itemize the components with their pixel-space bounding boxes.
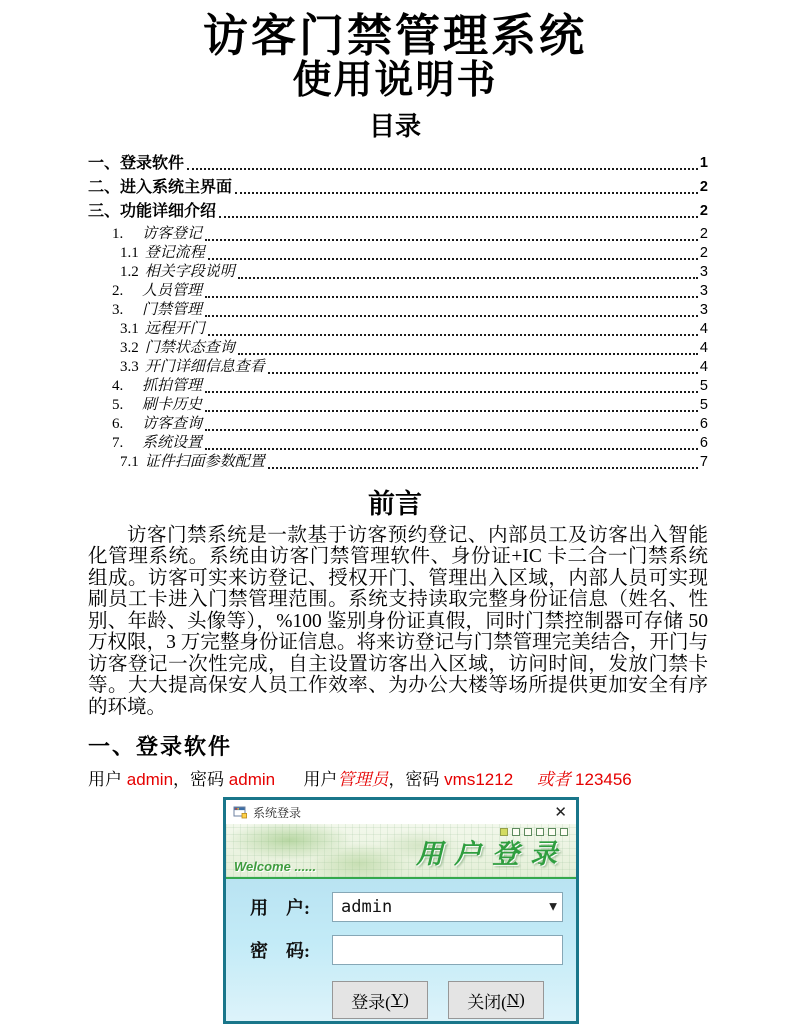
section-heading-login: 一、登录软件 <box>88 734 233 760</box>
toc-item <box>88 202 708 221</box>
toc-item <box>88 225 708 244</box>
preface-paragraph: 访客门禁系统是一款基于访客预约登记、内部员工及访客出入智能化管理系统。系统由访客门禁管理软件、身份证+IC 卡二合一门禁系统组成。访客可实来访登记、授权开门、管理出入区域，内部人员可实现刷员工卡进入门禁管理范围。系统支持读取完整身份证信息（姓名、性别、年龄、头像等），%100 鉴别身份证真假，同时门禁控制器可存储 50 万权限，3 万完整身份证信息。将来访登记与门禁管理完美结合，开门与访客登记一次性完成，自主设置访客出入区域，访问时间，发放门禁卡等。大大提高保安人员工作效率、为办公大楼等场所提供更加安全有序的环境。 <box>88 524 708 718</box>
dialog-title: 系统登录 <box>253 805 302 820</box>
welcome-text: Welcome ...... <box>234 859 317 875</box>
user-field-row <box>250 892 563 922</box>
toc-item-label: 相关字段说明 <box>144 263 235 280</box>
toc-dotted-leader <box>268 467 698 469</box>
toc-page-number: 2 <box>699 202 708 219</box>
toc-item-label: 人员管理 <box>142 282 203 299</box>
toc-item <box>88 301 708 320</box>
toc-dotted-leader <box>205 239 698 241</box>
toc-dotted-leader <box>235 192 698 194</box>
toc-item <box>88 263 708 282</box>
document-page <box>0 11 790 1012</box>
toc-item-number: 7. <box>112 434 124 451</box>
credentials-segment: 用户 <box>88 770 127 790</box>
toc-item-number: 3.1 <box>120 320 139 337</box>
credentials-segment: vms1212 <box>444 770 514 790</box>
toc-item-label: 刷卡历史 <box>142 396 203 413</box>
banner-square <box>536 828 544 836</box>
credentials-segment: ，密码 <box>388 770 445 790</box>
toc-item <box>88 178 708 197</box>
toc-item <box>88 377 708 396</box>
credentials-segment: 或者 <box>536 770 576 790</box>
toc-dotted-leader <box>205 448 698 450</box>
toc-dotted-leader <box>208 258 698 260</box>
toc-item-number: 1.2 <box>120 263 139 280</box>
toc-item-label: 登记流程 <box>144 244 205 261</box>
toc-item-number: 6. <box>112 415 124 432</box>
toc-page-number: 3 <box>699 282 708 299</box>
document-title: 访客门禁管理系统 <box>202 11 587 61</box>
toc-dotted-leader <box>205 391 698 393</box>
toc-dotted-leader <box>205 296 698 298</box>
banner-squares-decoration <box>500 828 568 836</box>
credentials-segment: ，密码 <box>173 770 229 790</box>
dropdown-arrow-icon[interactable]: ▼ <box>549 901 557 913</box>
toc-item <box>88 320 708 339</box>
toc-item-label: 访客登记 <box>142 225 203 242</box>
toc-dotted-leader <box>187 168 698 170</box>
toc-dotted-leader <box>205 429 698 431</box>
toc-item <box>88 453 708 472</box>
toc-dotted-leader <box>268 372 698 374</box>
toc-page-number: 1 <box>699 154 708 171</box>
dialog-button-row <box>332 981 563 1019</box>
toc-page-number: 4 <box>699 358 708 375</box>
toc-page-number: 6 <box>699 434 708 451</box>
toc-item-number: 3. <box>112 301 124 318</box>
toc-item-label: 二、进入系统主界面 <box>88 178 233 196</box>
toc-item <box>88 339 708 358</box>
toc-page-number: 6 <box>699 415 708 432</box>
credentials-segment: 管理员 <box>337 770 389 790</box>
credentials-segment: 123456 <box>575 770 632 790</box>
toc-page-number: 2 <box>699 178 708 195</box>
toc-dotted-leader <box>238 277 698 279</box>
password-input[interactable] <box>332 935 563 965</box>
banner-square <box>500 828 508 836</box>
toc-item-number: 1.1 <box>120 244 139 261</box>
toc-page-number: 4 <box>699 339 708 356</box>
toc-item-number: 4. <box>112 377 124 394</box>
toc-item <box>88 244 708 263</box>
toc-item-number: 3.3 <box>120 358 139 375</box>
preface-heading: 前言 <box>368 488 422 519</box>
login-button[interactable]: 登录( Y ) <box>332 981 428 1019</box>
toc-item-label: 门禁状态查询 <box>144 339 235 356</box>
toc-page-number: 5 <box>699 396 708 413</box>
toc-page-number: 3 <box>699 301 708 318</box>
toc-item-label: 开门详细信息查看 <box>144 358 265 375</box>
toc-item-number: 3.2 <box>120 339 139 356</box>
banner-square <box>548 828 556 836</box>
user-combobox-value: admin <box>341 897 393 918</box>
toc-item-label: 访客查询 <box>142 415 203 432</box>
toc-page-number: 3 <box>699 263 708 280</box>
toc-item-number: 7.1 <box>120 453 139 470</box>
credentials-segment: admin <box>228 770 276 790</box>
close-icon[interactable]: ✕ <box>554 803 567 821</box>
toc-page-number: 2 <box>699 244 708 261</box>
toc-item-label: 门禁管理 <box>142 301 203 318</box>
toc-dotted-leader <box>205 315 698 317</box>
toc-item <box>88 415 708 434</box>
credentials-segment: 用户 <box>275 770 338 790</box>
credentials-segment <box>513 770 537 789</box>
password-field-row <box>250 935 563 965</box>
toc-item-label: 系统设置 <box>142 434 203 451</box>
toc-item-label: 三、功能详细介绍 <box>88 202 217 220</box>
toc-item-number: 2. <box>112 282 124 299</box>
password-label: 密 码: <box>250 941 310 962</box>
toc-item-label: 一、登录软件 <box>88 154 185 172</box>
login-dialog <box>223 797 579 1024</box>
toc-dotted-leader <box>205 410 698 412</box>
toc-list <box>0 143 790 472</box>
toc-item-number: 1. <box>112 225 124 242</box>
toc-dotted-leader <box>208 334 698 336</box>
toc-item-number: 5. <box>112 396 124 413</box>
toc-item <box>88 154 708 173</box>
credentials-line <box>88 765 790 790</box>
document-subtitle: 使用说明书 <box>292 58 498 102</box>
toc-page-number: 4 <box>699 320 708 337</box>
toc-item-label: 证件扫面参数配置 <box>144 453 265 470</box>
close-button[interactable]: 关闭( N ) <box>448 981 544 1019</box>
toc-item <box>88 282 708 301</box>
toc-page-number: 7 <box>699 453 708 470</box>
window-icon <box>233 805 248 820</box>
dialog-titlebar <box>226 800 576 824</box>
toc-page-number: 5 <box>699 377 708 394</box>
user-label: 用 户: <box>250 898 310 919</box>
dialog-body <box>226 879 576 1021</box>
toc-item <box>88 396 708 415</box>
credentials-segment: admin <box>126 770 174 790</box>
toc-item-label: 远程开门 <box>144 320 205 337</box>
banner-square <box>524 828 532 836</box>
banner-title: 用户登录 <box>416 839 568 870</box>
toc-item <box>88 358 708 377</box>
toc-item <box>88 434 708 453</box>
toc-dotted-leader <box>238 353 698 355</box>
toc-dotted-leader <box>219 216 698 218</box>
toc-heading: 目录 <box>368 111 421 141</box>
toc-item-label: 抓拍管理 <box>142 377 203 394</box>
banner-square <box>512 828 520 836</box>
banner-square <box>560 828 568 836</box>
toc-page-number: 2 <box>699 225 708 242</box>
user-combobox[interactable] <box>332 892 563 922</box>
dialog-banner <box>226 824 576 879</box>
